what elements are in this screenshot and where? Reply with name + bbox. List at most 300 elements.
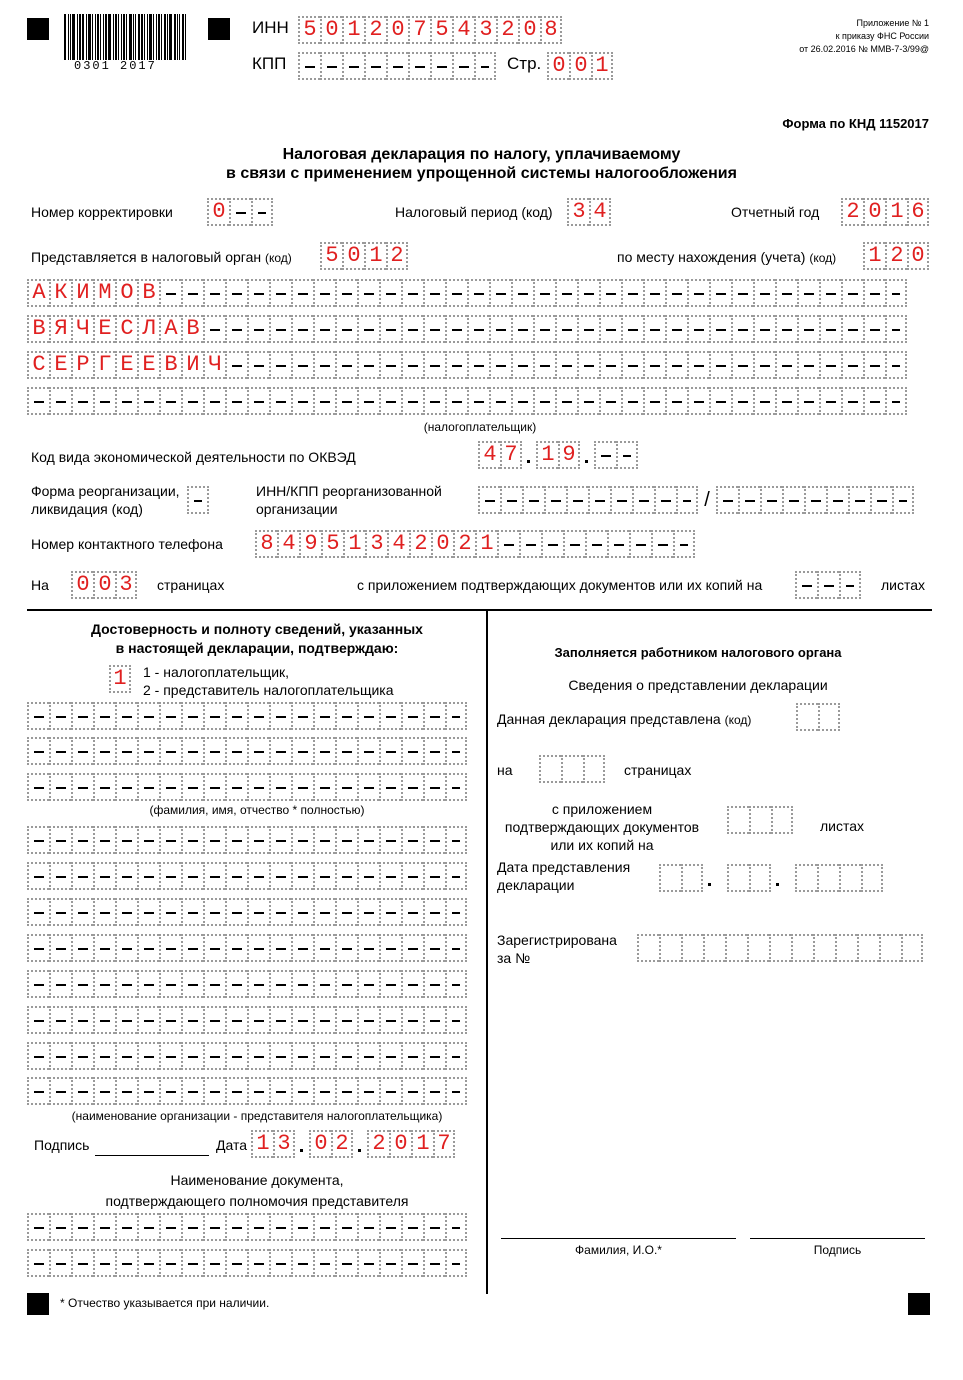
char-cell[interactable]	[27, 934, 49, 962]
char-cell[interactable]	[775, 387, 797, 415]
char-cell[interactable]	[203, 826, 225, 854]
char-cell[interactable]	[71, 737, 93, 765]
char-cell[interactable]	[511, 387, 533, 415]
char-cell[interactable]	[841, 387, 863, 415]
char-cell[interactable]	[313, 279, 335, 307]
char-cell[interactable]	[291, 315, 313, 343]
char-cell[interactable]: С	[115, 315, 137, 343]
char-cell[interactable]: И	[181, 351, 203, 379]
char-cell[interactable]: О	[115, 279, 137, 307]
char-cell[interactable]	[665, 315, 687, 343]
char-cell[interactable]	[885, 315, 907, 343]
char-cell[interactable]	[819, 387, 841, 415]
char-cell[interactable]	[379, 898, 401, 926]
char-cell[interactable]	[115, 934, 137, 962]
char-cell[interactable]	[819, 351, 841, 379]
char-cell[interactable]	[27, 702, 49, 730]
char-cell[interactable]	[291, 387, 313, 415]
char-cell[interactable]	[401, 351, 423, 379]
char-cell[interactable]: 2	[364, 16, 386, 44]
char-cell[interactable]: 4	[277, 530, 299, 558]
char-cell[interactable]	[885, 387, 907, 415]
char-cell[interactable]	[137, 1249, 159, 1277]
char-cell[interactable]	[357, 970, 379, 998]
right-sheets-field[interactable]	[727, 806, 793, 834]
char-cell[interactable]	[137, 1077, 159, 1105]
char-cell[interactable]	[335, 773, 357, 801]
char-cell[interactable]	[841, 279, 863, 307]
char-cell[interactable]	[247, 1213, 269, 1241]
char-cell[interactable]	[522, 486, 544, 514]
char-cell[interactable]	[93, 1249, 115, 1277]
char-cell[interactable]	[727, 806, 749, 834]
char-cell[interactable]	[159, 737, 181, 765]
char-cell[interactable]	[225, 279, 247, 307]
char-cell[interactable]	[203, 1077, 225, 1105]
char-cell[interactable]	[665, 351, 687, 379]
char-cell[interactable]	[423, 826, 445, 854]
char-cell[interactable]	[791, 934, 813, 962]
char-cell[interactable]	[467, 279, 489, 307]
char-cell[interactable]	[225, 1213, 247, 1241]
char-cell[interactable]	[379, 279, 401, 307]
date-year[interactable]	[367, 1130, 455, 1158]
char-cell[interactable]	[423, 1006, 445, 1034]
char-cell[interactable]	[401, 702, 423, 730]
char-cell[interactable]	[401, 1042, 423, 1070]
char-cell[interactable]	[401, 1077, 423, 1105]
char-cell[interactable]	[379, 737, 401, 765]
char-cell[interactable]	[379, 1006, 401, 1034]
org-line-7[interactable]	[27, 1042, 467, 1070]
char-cell[interactable]	[247, 970, 269, 998]
char-cell[interactable]	[599, 387, 621, 415]
char-cell[interactable]	[539, 755, 561, 783]
char-cell[interactable]: 4	[452, 16, 474, 44]
char-cell[interactable]	[203, 737, 225, 765]
char-cell[interactable]	[709, 351, 731, 379]
char-cell[interactable]	[709, 387, 731, 415]
char-cell[interactable]	[269, 862, 291, 890]
char-cell[interactable]	[313, 898, 335, 926]
char-cell[interactable]	[137, 737, 159, 765]
char-cell[interactable]	[467, 351, 489, 379]
char-cell[interactable]	[797, 387, 819, 415]
char-cell[interactable]	[247, 773, 269, 801]
char-cell[interactable]	[137, 898, 159, 926]
char-cell[interactable]: 4	[478, 441, 500, 469]
char-cell[interactable]	[665, 387, 687, 415]
char-cell[interactable]: 2	[885, 242, 907, 270]
char-cell[interactable]	[544, 486, 566, 514]
char-cell[interactable]	[291, 898, 313, 926]
char-cell[interactable]: 6	[907, 198, 929, 226]
char-cell[interactable]	[826, 486, 848, 514]
char-cell[interactable]	[796, 703, 818, 731]
char-cell[interactable]	[269, 898, 291, 926]
char-cell[interactable]	[863, 351, 885, 379]
char-cell[interactable]	[599, 279, 621, 307]
char-cell[interactable]	[401, 934, 423, 962]
char-cell[interactable]	[335, 1213, 357, 1241]
char-cell[interactable]	[203, 1006, 225, 1034]
char-cell[interactable]	[445, 1006, 467, 1034]
char-cell[interactable]: 2	[409, 530, 431, 558]
char-cell[interactable]: 5	[298, 16, 320, 44]
inspector-signature-line[interactable]	[750, 1238, 925, 1239]
char-cell[interactable]	[489, 387, 511, 415]
char-cell[interactable]	[445, 1249, 467, 1277]
char-cell[interactable]: 0	[389, 1130, 411, 1158]
char-cell[interactable]	[49, 862, 71, 890]
char-cell[interactable]	[115, 898, 137, 926]
char-cell[interactable]	[500, 486, 522, 514]
char-cell[interactable]	[771, 806, 793, 834]
char-cell[interactable]	[225, 702, 247, 730]
char-cell[interactable]: Ч	[203, 351, 225, 379]
char-cell[interactable]: 0	[547, 52, 569, 80]
char-cell[interactable]	[703, 934, 725, 962]
char-cell[interactable]: 2	[386, 242, 408, 270]
char-cell[interactable]	[467, 387, 489, 415]
char-cell[interactable]	[313, 387, 335, 415]
char-cell[interactable]	[247, 1042, 269, 1070]
char-cell[interactable]	[863, 279, 885, 307]
char-cell[interactable]	[423, 1213, 445, 1241]
char-cell[interactable]	[563, 530, 585, 558]
char-cell[interactable]	[269, 1006, 291, 1034]
char-cell[interactable]	[423, 387, 445, 415]
char-cell[interactable]	[835, 934, 857, 962]
char-cell[interactable]	[643, 279, 665, 307]
char-cell[interactable]	[841, 351, 863, 379]
char-cell[interactable]	[445, 315, 467, 343]
submitted-code-field[interactable]	[796, 703, 840, 731]
char-cell[interactable]: Р	[71, 351, 93, 379]
char-cell[interactable]: 3	[567, 198, 589, 226]
fio-line-2[interactable]	[27, 737, 467, 765]
char-cell[interactable]	[269, 1042, 291, 1070]
char-cell[interactable]: 3	[474, 16, 496, 44]
okved-part-3[interactable]	[594, 441, 638, 469]
char-cell[interactable]	[731, 351, 753, 379]
char-cell[interactable]	[49, 970, 71, 998]
char-cell[interactable]	[769, 934, 791, 962]
right-date-day[interactable]	[659, 864, 703, 892]
char-cell[interactable]	[555, 279, 577, 307]
char-cell[interactable]	[49, 826, 71, 854]
char-cell[interactable]	[115, 826, 137, 854]
char-cell[interactable]: В	[181, 315, 203, 343]
char-cell[interactable]	[137, 387, 159, 415]
char-cell[interactable]	[49, 773, 71, 801]
char-cell[interactable]	[401, 826, 423, 854]
char-cell[interactable]	[269, 1077, 291, 1105]
char-cell[interactable]	[269, 826, 291, 854]
char-cell[interactable]	[159, 898, 181, 926]
char-cell[interactable]	[137, 1213, 159, 1241]
char-cell[interactable]	[71, 970, 93, 998]
char-cell[interactable]	[181, 773, 203, 801]
char-cell[interactable]: Е	[93, 315, 115, 343]
char-cell[interactable]	[401, 387, 423, 415]
char-cell[interactable]	[335, 351, 357, 379]
char-cell[interactable]	[313, 970, 335, 998]
char-cell[interactable]	[577, 387, 599, 415]
char-cell[interactable]: 7	[408, 16, 430, 44]
char-cell[interactable]	[753, 351, 775, 379]
char-cell[interactable]	[629, 530, 651, 558]
char-cell[interactable]: 0	[518, 16, 540, 44]
char-cell[interactable]	[386, 52, 408, 80]
char-cell[interactable]	[181, 934, 203, 962]
char-cell[interactable]	[632, 486, 654, 514]
char-cell[interactable]	[291, 862, 313, 890]
char-cell[interactable]	[467, 315, 489, 343]
char-cell[interactable]	[335, 970, 357, 998]
char-cell[interactable]	[291, 826, 313, 854]
char-cell[interactable]	[71, 773, 93, 801]
char-cell[interactable]: 1	[342, 16, 364, 44]
char-cell[interactable]: А	[159, 315, 181, 343]
char-cell[interactable]	[583, 755, 605, 783]
char-cell[interactable]	[115, 1213, 137, 1241]
char-cell[interactable]	[49, 1042, 71, 1070]
char-cell[interactable]	[555, 315, 577, 343]
char-cell[interactable]	[203, 934, 225, 962]
char-cell[interactable]	[269, 773, 291, 801]
char-cell[interactable]	[291, 773, 313, 801]
char-cell[interactable]	[229, 198, 251, 226]
char-cell[interactable]	[423, 1042, 445, 1070]
char-cell[interactable]	[651, 530, 673, 558]
char-cell[interactable]	[93, 1213, 115, 1241]
char-cell[interactable]	[115, 862, 137, 890]
char-cell[interactable]: А	[27, 279, 49, 307]
char-cell[interactable]	[445, 1042, 467, 1070]
reorg-inn-cells[interactable]	[478, 486, 698, 514]
char-cell[interactable]	[901, 934, 923, 962]
char-cell[interactable]	[445, 1213, 467, 1241]
char-cell[interactable]: 2	[496, 16, 518, 44]
char-cell[interactable]	[137, 702, 159, 730]
char-cell[interactable]	[247, 934, 269, 962]
char-cell[interactable]	[541, 530, 563, 558]
char-cell[interactable]	[291, 970, 313, 998]
char-cell[interactable]: 0	[309, 1130, 331, 1158]
char-cell[interactable]	[71, 702, 93, 730]
char-cell[interactable]	[225, 1042, 247, 1070]
char-cell[interactable]: 7	[500, 441, 522, 469]
char-cell[interactable]	[364, 52, 386, 80]
char-cell[interactable]: 1	[885, 198, 907, 226]
char-cell[interactable]	[203, 970, 225, 998]
char-cell[interactable]	[423, 862, 445, 890]
char-cell[interactable]	[813, 934, 835, 962]
char-cell[interactable]	[269, 279, 291, 307]
char-cell[interactable]	[71, 1249, 93, 1277]
char-cell[interactable]	[511, 315, 533, 343]
char-cell[interactable]	[27, 862, 49, 890]
char-cell[interactable]	[291, 1077, 313, 1105]
char-cell[interactable]	[27, 970, 49, 998]
char-cell[interactable]	[885, 279, 907, 307]
char-cell[interactable]	[665, 279, 687, 307]
char-cell[interactable]	[357, 862, 379, 890]
char-cell[interactable]: В	[159, 351, 181, 379]
char-cell[interactable]	[857, 934, 879, 962]
char-cell[interactable]	[159, 773, 181, 801]
org-line-2[interactable]	[27, 862, 467, 890]
char-cell[interactable]: 1	[863, 242, 885, 270]
char-cell[interactable]	[115, 1249, 137, 1277]
char-cell[interactable]	[445, 970, 467, 998]
char-cell[interactable]	[357, 1077, 379, 1105]
char-cell[interactable]	[269, 315, 291, 343]
char-cell[interactable]: В	[27, 315, 49, 343]
char-cell[interactable]	[49, 898, 71, 926]
char-cell[interactable]	[445, 702, 467, 730]
char-cell[interactable]	[251, 198, 273, 226]
char-cell[interactable]	[817, 864, 839, 892]
char-cell[interactable]	[401, 737, 423, 765]
char-cell[interactable]	[561, 755, 583, 783]
char-cell[interactable]	[27, 737, 49, 765]
char-cell[interactable]	[159, 934, 181, 962]
char-cell[interactable]	[401, 1006, 423, 1034]
char-cell[interactable]	[511, 351, 533, 379]
char-cell[interactable]	[187, 486, 209, 514]
char-cell[interactable]	[71, 1077, 93, 1105]
char-cell[interactable]	[401, 970, 423, 998]
char-cell[interactable]	[225, 737, 247, 765]
char-cell[interactable]	[137, 1042, 159, 1070]
char-cell[interactable]	[247, 898, 269, 926]
char-cell[interactable]: 0	[907, 242, 929, 270]
date-field[interactable]	[251, 1130, 455, 1158]
char-cell[interactable]	[577, 279, 599, 307]
char-cell[interactable]	[49, 1006, 71, 1034]
char-cell[interactable]	[863, 387, 885, 415]
taxpayer-name-line-2[interactable]	[27, 315, 907, 343]
fio-line-1[interactable]	[27, 702, 467, 730]
char-cell[interactable]	[342, 52, 364, 80]
char-cell[interactable]	[819, 279, 841, 307]
char-cell[interactable]	[819, 315, 841, 343]
char-cell[interactable]	[181, 1042, 203, 1070]
char-cell[interactable]	[181, 862, 203, 890]
char-cell[interactable]	[401, 279, 423, 307]
char-cell[interactable]	[452, 52, 474, 80]
char-cell[interactable]	[379, 826, 401, 854]
char-cell[interactable]	[335, 1006, 357, 1034]
char-cell[interactable]	[423, 279, 445, 307]
char-cell[interactable]	[497, 530, 519, 558]
char-cell[interactable]	[225, 315, 247, 343]
char-cell[interactable]	[203, 702, 225, 730]
char-cell[interactable]	[159, 1042, 181, 1070]
signature-line[interactable]	[95, 1155, 209, 1156]
char-cell[interactable]	[137, 934, 159, 962]
char-cell[interactable]	[863, 315, 885, 343]
char-cell[interactable]	[818, 703, 840, 731]
char-cell[interactable]	[577, 315, 599, 343]
char-cell[interactable]	[269, 387, 291, 415]
char-cell[interactable]	[159, 1006, 181, 1034]
char-cell[interactable]	[841, 315, 863, 343]
char-cell[interactable]	[892, 486, 914, 514]
char-cell[interactable]	[709, 279, 731, 307]
char-cell[interactable]	[489, 351, 511, 379]
char-cell[interactable]	[247, 737, 269, 765]
char-cell[interactable]	[379, 773, 401, 801]
char-cell[interactable]	[269, 1249, 291, 1277]
char-cell[interactable]: 0	[863, 198, 885, 226]
char-cell[interactable]	[313, 934, 335, 962]
char-cell[interactable]	[379, 934, 401, 962]
char-cell[interactable]: 4	[387, 530, 409, 558]
char-cell[interactable]	[203, 898, 225, 926]
char-cell[interactable]	[423, 773, 445, 801]
char-cell[interactable]	[357, 1249, 379, 1277]
char-cell[interactable]	[291, 279, 313, 307]
char-cell[interactable]	[621, 387, 643, 415]
period-field[interactable]	[567, 198, 611, 226]
char-cell[interactable]	[727, 864, 749, 892]
char-cell[interactable]	[335, 737, 357, 765]
char-cell[interactable]	[585, 530, 607, 558]
org-line-8[interactable]	[27, 1077, 467, 1105]
char-cell[interactable]	[445, 387, 467, 415]
char-cell[interactable]	[225, 1249, 247, 1277]
okved-part-2[interactable]	[536, 441, 580, 469]
char-cell[interactable]	[357, 1006, 379, 1034]
char-cell[interactable]: 0	[71, 571, 93, 599]
char-cell[interactable]: 1	[475, 530, 497, 558]
char-cell[interactable]	[93, 898, 115, 926]
org-line-4[interactable]	[27, 934, 467, 962]
char-cell[interactable]	[753, 315, 775, 343]
char-cell[interactable]	[115, 773, 137, 801]
org-line-5[interactable]	[27, 970, 467, 998]
char-cell[interactable]	[225, 898, 247, 926]
char-cell[interactable]	[861, 864, 883, 892]
doc-line-1[interactable]	[27, 1213, 467, 1241]
char-cell[interactable]	[137, 773, 159, 801]
char-cell[interactable]	[357, 1042, 379, 1070]
char-cell[interactable]	[291, 351, 313, 379]
char-cell[interactable]: 3	[115, 571, 137, 599]
char-cell[interactable]: 1	[251, 1130, 273, 1158]
char-cell[interactable]	[731, 279, 753, 307]
char-cell[interactable]	[181, 1213, 203, 1241]
char-cell[interactable]	[533, 351, 555, 379]
char-cell[interactable]	[27, 826, 49, 854]
char-cell[interactable]	[269, 351, 291, 379]
char-cell[interactable]	[225, 934, 247, 962]
char-cell[interactable]	[313, 1077, 335, 1105]
char-cell[interactable]	[181, 702, 203, 730]
char-cell[interactable]: 8	[255, 530, 277, 558]
char-cell[interactable]	[870, 486, 892, 514]
char-cell[interactable]	[269, 1213, 291, 1241]
char-cell[interactable]	[643, 351, 665, 379]
char-cell[interactable]	[588, 486, 610, 514]
phone-field[interactable]	[255, 530, 695, 558]
char-cell[interactable]	[731, 315, 753, 343]
char-cell[interactable]	[93, 1042, 115, 1070]
char-cell[interactable]	[203, 1213, 225, 1241]
